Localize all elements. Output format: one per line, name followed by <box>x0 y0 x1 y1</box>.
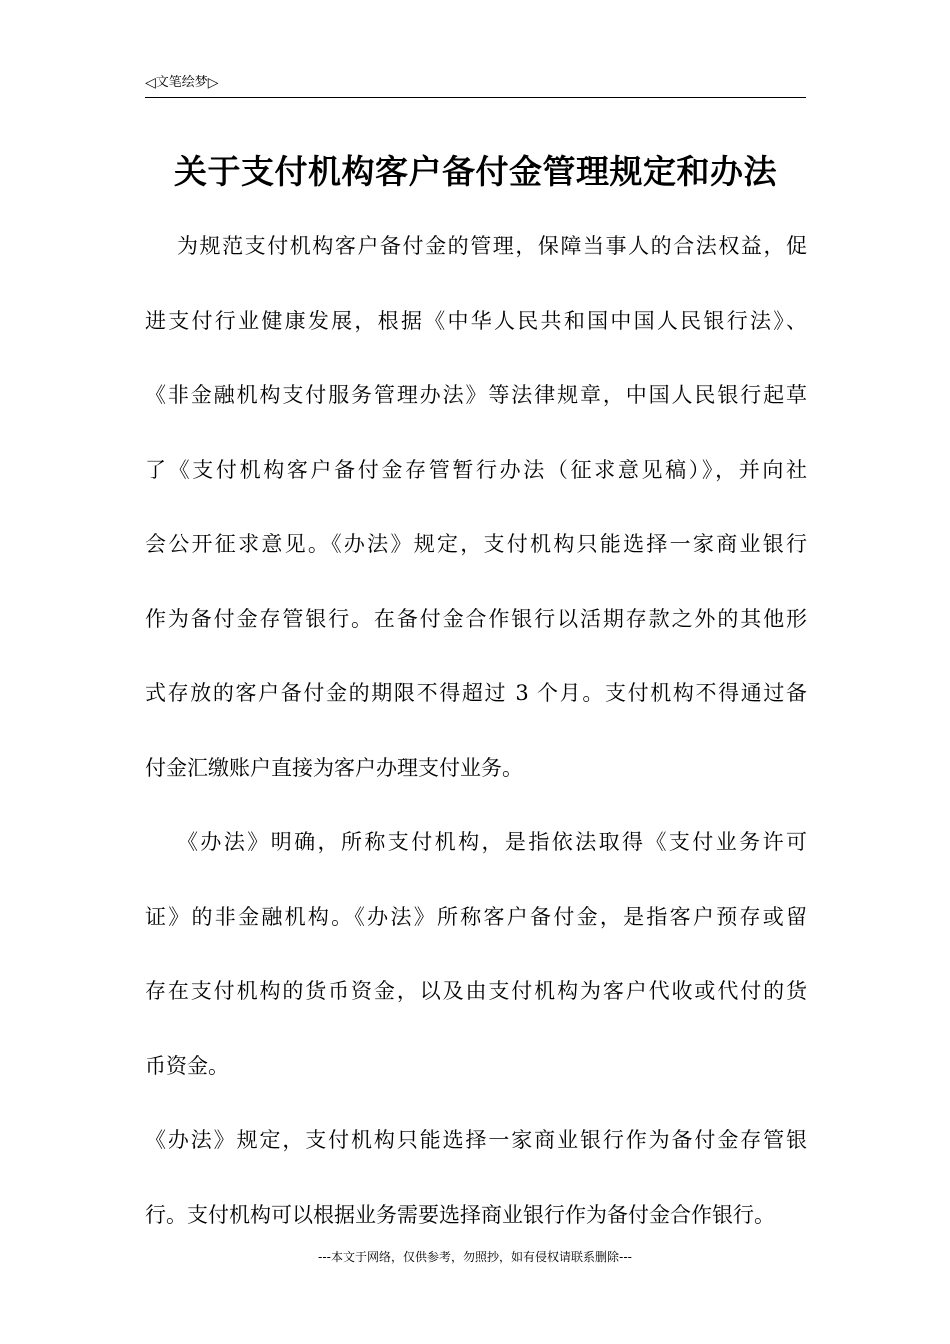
page-title: 关于支付机构客户备付金管理规定和办法 <box>174 152 777 191</box>
right-triangle-icon: ▷ <box>207 75 219 91</box>
body-line: 进支付行业健康发展，根据《中华人民共和国中国人民银行法》、 <box>145 308 807 333</box>
body-line: 了《支付机构客户备付金存管暂行办法（征求意见稿）》，并向社 <box>145 457 807 482</box>
body-line: 为规范支付机构客户备付金的管理，保障当事人的合法权益，促 <box>177 234 807 258</box>
body-line: 行。支付机构可以根据业务需要选择商业银行作为备付金合作银行。 <box>145 1202 775 1227</box>
body-line: 付金汇缴账户直接为客户办理支付业务。 <box>145 755 523 780</box>
body-line: 式存放的客户备付金的期限不得超过 3 个月。支付机构不得通过备 <box>145 681 807 705</box>
body-line: 《非金融机构支付服务管理办法》等法律规章，中国人民银行起草 <box>145 383 807 407</box>
body-line: 《办法》规定，支付机构只能选择一家商业银行作为备付金存管银 <box>145 1128 807 1152</box>
body-line: 币资金。 <box>145 1053 229 1078</box>
body-line: 存在支付机构的货币资金，以及由支付机构为客户代收或代付的货 <box>145 979 807 1003</box>
body-line: 会公开征求意见。《办法》规定，支付机构只能选择一家商业银行 <box>145 532 807 556</box>
header-divider <box>145 97 806 98</box>
body-line: 《办法》明确，所称支付机构，是指依法取得《支付业务许可 <box>177 830 807 854</box>
body-line: 作为备付金存管银行。在备付金合作银行以活期存款之外的其他形 <box>145 606 807 631</box>
body-line: 证》的非金融机构。《办法》所称客户备付金，是指客户预存或留 <box>145 904 807 929</box>
document-body <box>145 226 807 1269</box>
footer-disclaimer: ---本文于网络，仅供参考，勿照抄，如有侵权请联系删除--- <box>318 1250 632 1264</box>
document-header <box>145 74 219 92</box>
header-label: 文笔绘梦 <box>155 75 208 90</box>
left-triangle-icon: ◁ <box>145 75 156 91</box>
